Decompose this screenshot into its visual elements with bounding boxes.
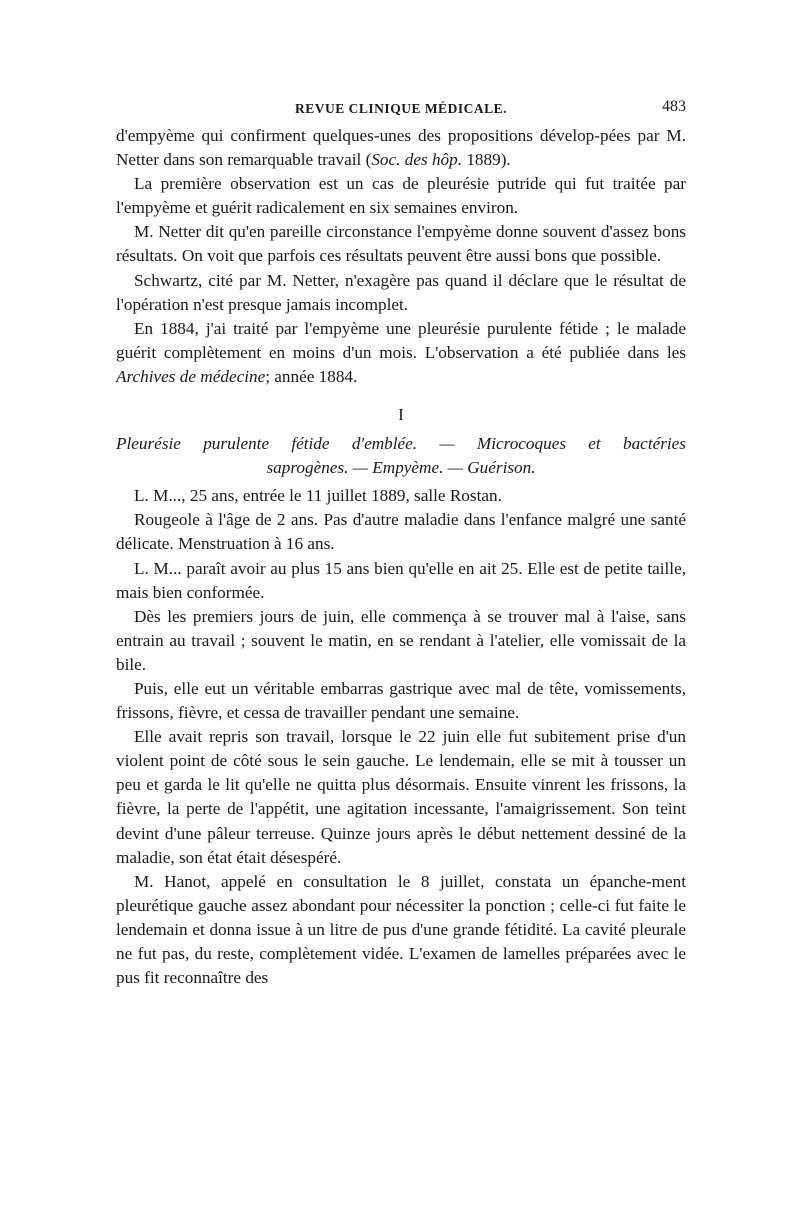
page-number: 483 [662, 98, 686, 115]
section-title-line-2: saprogènes. — Empyème. — Guérison. [266, 458, 536, 478]
paragraph-consultation: M. Hanot, appelé en consultation le 8 juillet, constata un épanche-ment pleurétique gauche assez abondant pour nécessiter la ponction ; celle-ci fut faite le lendemain et donna issue à un litre de pus d'une grande fétidité. La cavité pleurale ne fut pas, du reste, complètement vidée. L'examen de lamelles préparées avec le pus fit reconnaître des [116, 871, 686, 988]
paragraph-1884-case: En 1884, j'ai traité par l'empyème une pleurésie purulente fétide ; le malade guérit complètement en moins d'un mois. L'observation a été publiée dans les Archives de médecine; année 1884. [116, 318, 686, 386]
paragraph-history: Rougeole à l'âge de 2 ans. Pas d'autre maladie dans l'enfance malgré une santé délicate. Menstruation à 16 ans. [116, 510, 686, 554]
paragraph-schwartz: Schwartz, cité par M. Netter, n'exagère pas quand il déclare que le résultat de l'opération n'est presque jamais incomplet. [116, 270, 686, 314]
citation-archives: Archives de médecine [116, 366, 266, 386]
paragraph-onset: Dès les premiers jours de juin, elle commença à se trouver mal à l'aise, sans entrain au travail ; souvent le matin, en se rendant à l'atelier, elle vomissait de la bile. [116, 606, 686, 674]
document-page [116, 98, 686, 990]
section-title-line-1: Pleurésie purulente fétide d'emblée. — Microcoques et bactéries [116, 434, 686, 454]
running-title: REVUE CLINIQUE MÉDICALE. [295, 101, 507, 116]
paragraph-netter: M. Netter dit qu'en pareille circonstance l'empyème donne souvent d'assez bons résultats. On voit que parfois ces résultats peuvent être aussi bons que possible. [116, 222, 686, 266]
section-number: I [398, 405, 404, 425]
citation-soc-hop: Soc. des hôp. [371, 150, 463, 170]
paragraph-gastric: Puis, elle eut un véritable embarras gastrique avec mal de tête, vomissements, frissons, fièvre, et cessa de travailler pendant une semaine. [116, 678, 686, 723]
paragraph-patient-intro: L. M..., 25 ans, entrée le 11 juillet 1889, salle Rostan. [134, 486, 502, 506]
paragraph-appearance: L. M... paraît avoir au plus 15 ans bien qu'elle en ait 25. Elle est de petite taille, mais bien conformée. [116, 558, 686, 602]
paragraph-pleural-pain: Elle avait repris son travail, lorsque le 22 juin elle fut subitement prise d'un violent point de côté sous le sein gauche. Le lendemain, elle se mit à tousser un peu et garda le lit qu'elle ne quitta plus désormais. Ensuite vinrent les frissons, la fièvre, la perte de l'appétit, une agitation incessante, l'amaigrissement. Son teint devint d'une pâleur terreuse. Quinze jours après le début nettement dessiné de la maladie, son état était désespéré. [116, 727, 686, 867]
paragraph-first-observation: La première observation est un cas de pleurésie putride qui fut traitée par l'empyème et guérit radicalement en six semaines environ. [116, 174, 686, 218]
running-header [116, 98, 686, 124]
section-title [116, 432, 686, 480]
paragraph-continuation: d'empyème qui confirment quelques-unes des propositions dévelop-pées par M. Netter dans son remarquable travail (Soc. des hôp. 1889). [116, 126, 686, 170]
